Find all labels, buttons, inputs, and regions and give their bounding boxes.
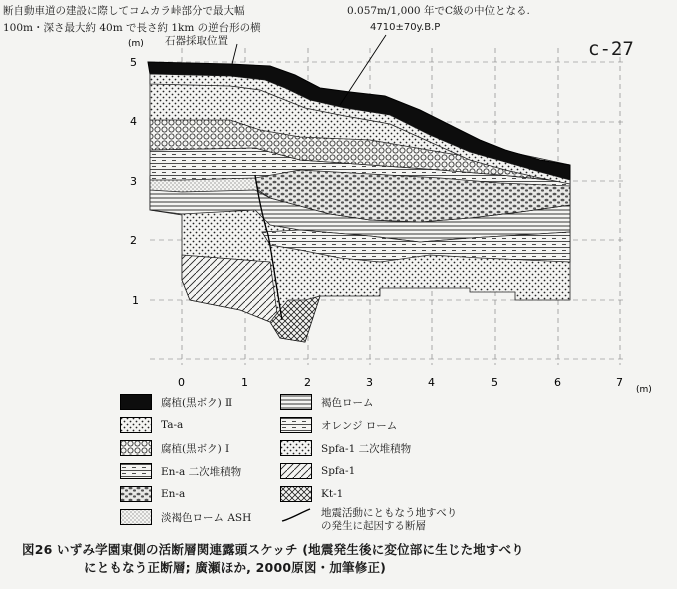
legend-item-en-a xyxy=(120,486,185,502)
legend-label: 地震活動にともなう地すべり の発生に起因する断層 xyxy=(321,507,458,532)
y-tick: 3 xyxy=(130,175,137,188)
legend-label: Spfa-1 二次堆積物 xyxy=(321,442,412,455)
legend-item-en-a-secondary xyxy=(120,463,241,479)
legend-item-kuroboku-1 xyxy=(120,440,229,456)
x-tick: 3 xyxy=(366,376,373,389)
y-tick: 2 xyxy=(130,234,137,247)
figure-caption-line-2: にともなう正断層; 廣瀬ほか, 2000原図・加筆修正) xyxy=(84,560,387,575)
legend-label: Kt-1 xyxy=(321,488,344,500)
dating-label: 4710±70y.B.P xyxy=(370,22,441,33)
legend-item-kt1 xyxy=(280,486,343,502)
artifact-leader xyxy=(232,44,237,64)
x-tick: 4 xyxy=(428,376,435,389)
header-left-line-1: 断自動車道の建設に際してコムカラ峠部分で最大幅 xyxy=(3,5,245,17)
document-id: c-27 xyxy=(588,38,634,60)
legend-label: Spfa-1 xyxy=(321,465,356,477)
legend-swatch xyxy=(120,417,152,433)
legend-swatch xyxy=(120,509,152,525)
legend-label: 淡褐色ローム ASH xyxy=(161,511,252,524)
x-tick: 0 xyxy=(178,376,185,389)
x-tick: 1 xyxy=(241,376,248,389)
legend-label: 腐植(黒ボク) Ⅱ xyxy=(161,396,233,409)
legend-item-fault xyxy=(280,507,457,533)
artifact-location-label: 石器採取位置 xyxy=(165,35,228,47)
legend-item-spfa1 xyxy=(280,463,355,479)
legend-swatch xyxy=(120,486,152,502)
legend-swatch xyxy=(280,417,312,433)
legend-label: Ta-a xyxy=(161,419,184,431)
legend-item-ta-a xyxy=(120,417,183,433)
legend-label: 腐植(黒ボク) Ⅰ xyxy=(161,442,230,455)
y-unit-label: (m) xyxy=(128,39,144,49)
fault-symbol-icon xyxy=(280,507,312,523)
legend-item-brown-loam xyxy=(280,394,374,410)
legend-item-kuroboku-2 xyxy=(120,394,232,410)
header-right-line-1: 0.057m/1,000 年でC級の中位となる. xyxy=(347,5,530,17)
figure-caption-line-1: 図26 いずみ学園東側の活断層関連露頭スケッチ (地震発生後に変位部に生じた地すべり xyxy=(22,542,524,557)
legend-label: 褐色ローム xyxy=(321,396,374,409)
legend-label: オレンジ ローム xyxy=(321,419,398,432)
legend-swatch xyxy=(120,440,152,456)
x-tick: 5 xyxy=(491,376,498,389)
x-tick: 7 xyxy=(616,376,623,389)
legend-swatch xyxy=(280,440,312,456)
legend-label: En-a 二次堆積物 xyxy=(161,465,242,478)
y-tick: 4 xyxy=(130,115,137,128)
legend-swatch xyxy=(280,486,312,502)
x-tick: 6 xyxy=(554,376,561,389)
legend-item-pale-brown-loam xyxy=(120,509,251,525)
legend-swatch xyxy=(120,463,152,479)
legend-item-spfa1-secondary xyxy=(280,440,411,456)
header-left-line-2: 100m・深さ最大約 40m で長さ約 1km の逆台形の横 xyxy=(3,22,261,34)
legend-swatch xyxy=(280,463,312,479)
legend-swatch xyxy=(280,394,312,410)
x-unit-label: (m) xyxy=(636,385,652,395)
y-tick: 1 xyxy=(132,294,139,307)
y-tick: 5 xyxy=(130,56,137,69)
legend-item-orange-loam xyxy=(280,417,397,433)
legend-label: En-a xyxy=(161,488,186,500)
legend-swatch xyxy=(120,394,152,410)
x-tick: 2 xyxy=(304,376,311,389)
